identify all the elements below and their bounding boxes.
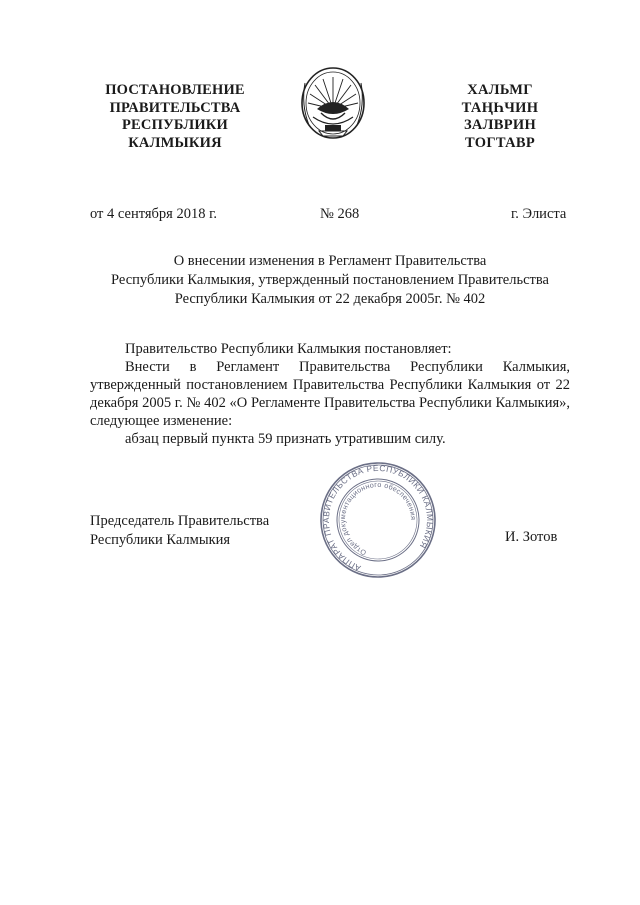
body-main-paragraph: Внести в Регламент Правительства Республики Калмыкия, утвержденный постановлением Правительства Республики Калмыкия от 22 декабря 2005 г. № 402 «О Регламенте Правительства Республики Калмыкия», следующее изменение: [90,359,570,429]
document-body [90,340,570,448]
document-date: от 4 сентября 2018 г. [90,206,218,222]
header-ru-line: КАЛМЫКИЯ [128,134,222,151]
signatory-title-line: Председатель Правительства [90,513,270,529]
official-stamp [318,460,438,580]
header-kalmyk-line: ХАЛЬМГ [467,82,533,98]
stamp-inner-text: Отдел документационного обеспечения [337,479,419,558]
signatory-title-line: Республики Калмыкия [90,532,231,548]
title-line: Республики Калмыкия, утвержденный постановлением Правительства [111,272,549,288]
svg-text:АППАРАТ ПРАВИТЕЛЬСТВА РЕСПУБЛИ [318,460,438,580]
header-ru-line: ПОСТАНОВЛЕНИЕ [105,82,245,98]
document-city: г. Элиста [511,206,567,222]
signatory-title [90,512,269,550]
header-ru-line: ПРАВИТЕЛЬСТВА [109,99,241,116]
header-ru-line: РЕСПУБЛИКИ [121,117,229,133]
body-intro: Правительство Республики Калмыкия постановляет: [125,341,452,357]
header-kalmyk-line: ТОГТАВР [464,134,536,151]
signatory-name: И. Зотов [505,529,558,545]
stamp-outer-text: АППАРАТ ПРАВИТЕЛЬСТВА РЕСПУБЛИКИ КАЛМЫКИЯ [320,462,436,574]
document-number: № 268 [320,206,360,222]
document-title [90,252,570,309]
header-ru [90,82,260,152]
title-line: О внесении изменения в Регламент Правительства [173,253,487,269]
header-kalmyk [440,82,560,152]
body-item: абзац первый пункта 59 признать утратившим силу. [125,431,446,447]
kalmykia-coat-of-arms-icon [299,65,367,145]
title-line: Республики Калмыкия от 22 декабря 2005г. № 402 [174,291,486,307]
header-kalmyk-line: ЗАЛВРИН [463,117,537,133]
header-kalmyk-line: ТАҢҺЧИН [461,99,539,116]
